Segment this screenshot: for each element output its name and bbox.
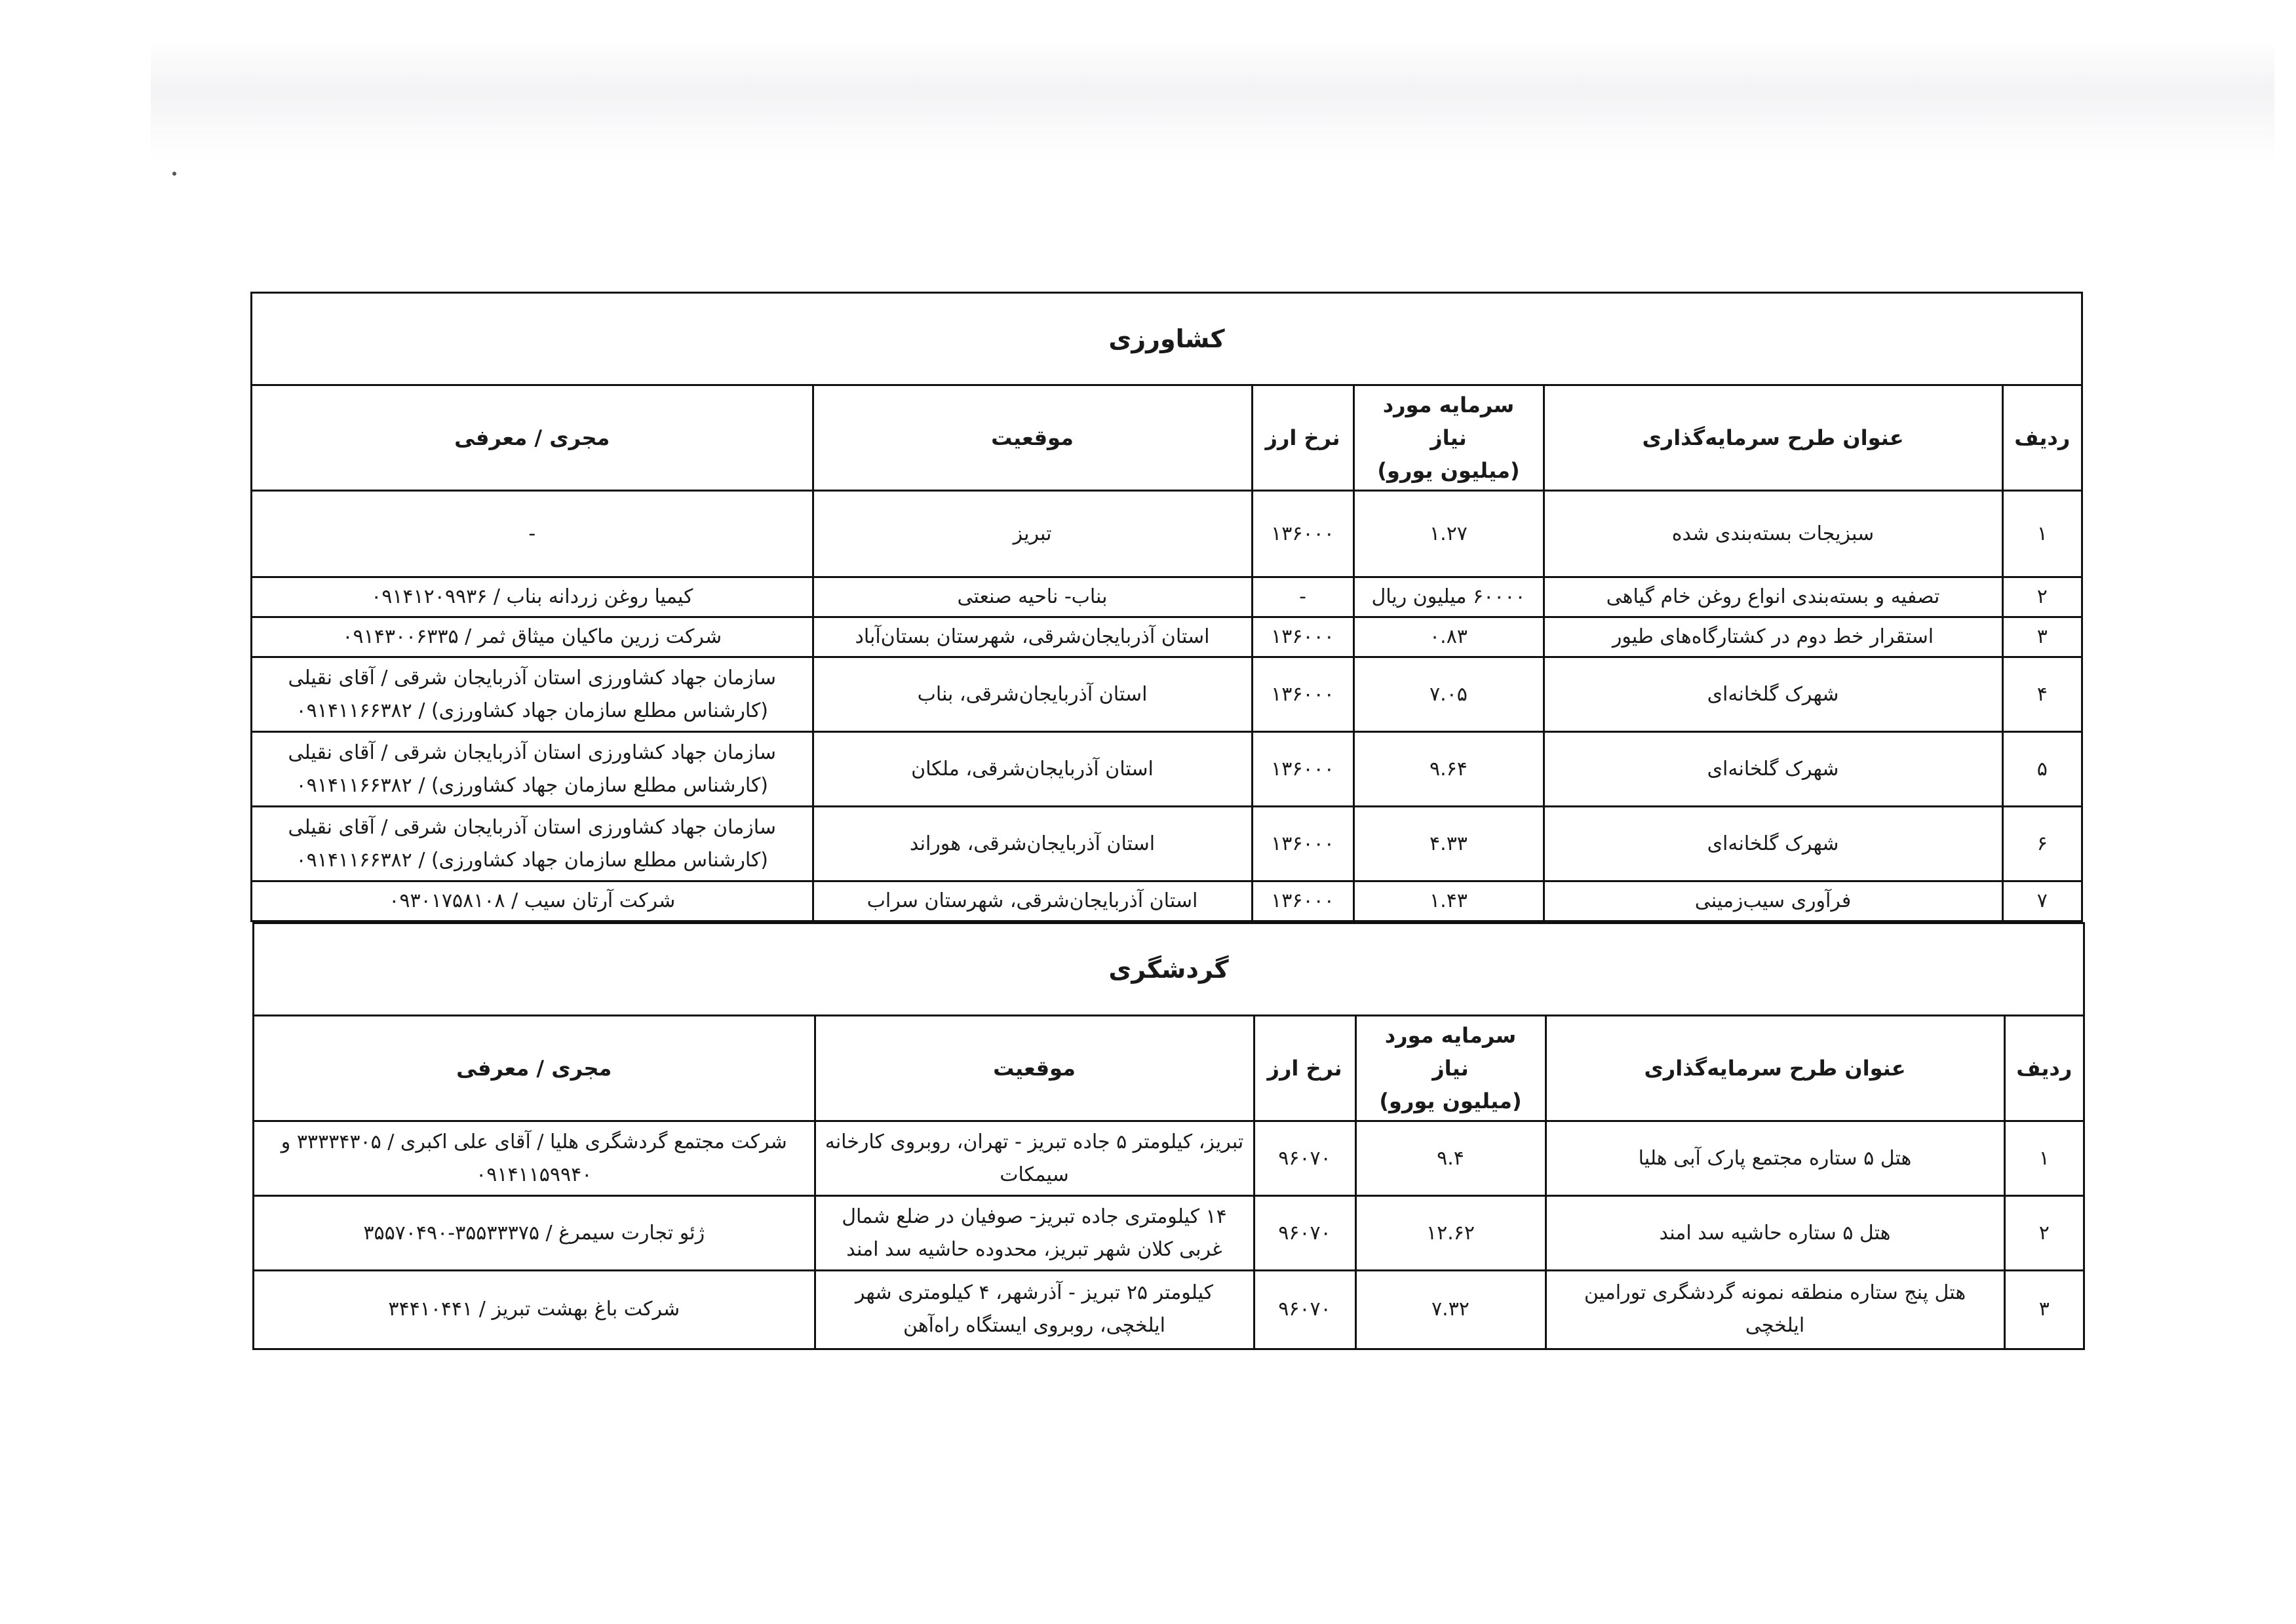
cell-title: شهرک گلخانه‌ای [1544, 657, 2002, 732]
cell-index: ۵ [2002, 732, 2081, 807]
table-header-row [252, 386, 2081, 491]
cell-rate: - [1252, 577, 1353, 617]
tourism-table-block [252, 922, 2085, 1350]
cell-executor: سازمان جهاد کشاورزی استان آذربایجان شرقی / آقای نقیلی (کارشناس مطلع سازمان جهاد کشاورزی) / ۰۹۱۴۱۱۶۶۳۸۲ [252, 732, 813, 807]
cell-location: کیلومتر ۲۵ تبریز - آذرشهر، ۴ کیلومتری شهر ایلخچی، روبروی ایستگاه راه‌آهن [815, 1271, 1254, 1348]
agriculture-table [252, 386, 2081, 920]
header-rate: نرخ ارز [1254, 1016, 1355, 1121]
cell-index: ۶ [2002, 807, 2081, 881]
cell-title: هتل ۵ ستاره حاشیه سد امند [1546, 1196, 2004, 1271]
cell-rate: ۱۳۶۰۰۰ [1252, 807, 1353, 881]
cell-index: ۲ [2004, 1196, 2083, 1271]
cell-rate: ۱۳۶۰۰۰ [1252, 881, 1353, 921]
tourism-table-title: گردشگری [254, 924, 2083, 1016]
cell-capital: ۷.۳۲ [1355, 1271, 1546, 1348]
cell-rate: ۱۳۶۰۰۰ [1252, 617, 1353, 657]
cell-executor: شرکت مجتمع گردشگری هلیا / آقای علی اکبری / ۳۳۳۳۴۳۰۵ و ۰۹۱۴۱۱۵۹۹۴۰ [254, 1121, 815, 1196]
cell-location: ۱۴ کیلومتری جاده تبریز- صوفیان در ضلع شمال غربی کلان شهر تبریز، محدوده حاشیه سد امند [815, 1196, 1254, 1271]
agriculture-table-title: کشاورزی [252, 294, 2081, 386]
cell-executor: سازمان جهاد کشاورزی استان آذربایجان شرقی / آقای نقیلی (کارشناس مطلع سازمان جهاد کشاورزی) / ۰۹۱۴۱۱۶۶۳۸۲ [252, 657, 813, 732]
cell-capital: ۱.۴۳ [1353, 881, 1544, 921]
table-row [252, 657, 2081, 732]
cell-title: هتل پنج ستاره منطقه نمونه گردشگری تورامین ایلخچی [1546, 1271, 2004, 1348]
table-row [252, 881, 2081, 921]
cell-title: هتل ۵ ستاره مجتمع پارک آبی هلیا [1546, 1121, 2004, 1196]
cell-executor: شرکت زرین ماکیان میثاق ثمر / ۰۹۱۴۳۰۰۶۳۳۵ [252, 617, 813, 657]
cell-title: تصفیه و بسته‌بندی انواع روغن خام گیاهی [1544, 577, 2002, 617]
cell-index: ۷ [2002, 881, 2081, 921]
header-rate: نرخ ارز [1252, 386, 1353, 491]
header-capital: سرمایه مورد نیاز (میلیون یورو) [1355, 1016, 1546, 1121]
header-capital: سرمایه مورد نیاز (میلیون یورو) [1353, 386, 1544, 491]
cell-capital: ۷.۰۵ [1353, 657, 1544, 732]
cell-rate: ۱۳۶۰۰۰ [1252, 732, 1353, 807]
cell-index: ۱ [2004, 1121, 2083, 1196]
cell-title: سبزیجات بسته‌بندی شده [1544, 491, 2002, 577]
header-location: موقعیت [815, 1016, 1254, 1121]
cell-capital: ۱۲.۶۲ [1355, 1196, 1546, 1271]
cell-executor: سازمان جهاد کشاورزی استان آذربایجان شرقی / آقای نقیلی (کارشناس مطلع سازمان جهاد کشاورزی) / ۰۹۱۴۱۱۶۶۳۸۲ [252, 807, 813, 881]
table-row [252, 807, 2081, 881]
header-index: ردیف [2004, 1016, 2083, 1121]
cell-rate: ۱۳۶۰۰۰ [1252, 491, 1353, 577]
cell-index: ۴ [2002, 657, 2081, 732]
table-row [252, 732, 2081, 807]
cell-index: ۳ [2002, 617, 2081, 657]
cell-index: ۲ [2002, 577, 2081, 617]
table-header-row [254, 1016, 2083, 1121]
table-row [252, 577, 2081, 617]
table-row [252, 617, 2081, 657]
header-location: موقعیت [813, 386, 1252, 491]
cell-location: استان آذربایجان‌شرقی، بناب [813, 657, 1252, 732]
cell-executor: کیمیا روغن زردانه بناب / ۰۹۱۴۱۲۰۹۹۳۶ [252, 577, 813, 617]
header-index: ردیف [2002, 386, 2081, 491]
cell-title: استقرار خط دوم در کشتارگاه‌های طیور [1544, 617, 2002, 657]
cell-capital: ۱.۲۷ [1353, 491, 1544, 577]
cell-location: تبریز، کیلومتر ۵ جاده تبریز - تهران، روبروی کارخانه سیمکات [815, 1121, 1254, 1196]
cell-capital: ۴.۳۳ [1353, 807, 1544, 881]
header-executor: مجری / معرفی [252, 386, 813, 491]
cell-executor: شرکت باغ بهشت تبریز / ۳۴۴۱۰۴۴۱ [254, 1271, 815, 1348]
cell-capital: ۰.۸۳ [1353, 617, 1544, 657]
cell-location: استان آذربایجان‌شرقی، هوراند [813, 807, 1252, 881]
cell-title: شهرک گلخانه‌ای [1544, 732, 2002, 807]
cell-location: تبریز [813, 491, 1252, 577]
scan-speck [172, 172, 176, 176]
table-row [254, 1121, 2083, 1196]
cell-executor: ژئو تجارت سیمرغ / ۳۵۵۳۳۳۷۵-۳۵۵۷۰۴۹۰ [254, 1196, 815, 1271]
header-executor: مجری / معرفی [254, 1016, 815, 1121]
cell-location: استان آذربایجان‌شرقی، شهرستان سراب [813, 881, 1252, 921]
table-row [254, 1271, 2083, 1348]
cell-title: فرآوری سیب‌زمینی [1544, 881, 2002, 921]
cell-rate: ۹۶۰۷۰ [1254, 1196, 1355, 1271]
cell-capital: ۹.۴ [1355, 1121, 1546, 1196]
cell-index: ۳ [2004, 1271, 2083, 1348]
cell-capital: ۶۰۰۰۰ میلیون ریال [1353, 577, 1544, 617]
cell-rate: ۹۶۰۷۰ [1254, 1271, 1355, 1348]
cell-index: ۱ [2002, 491, 2081, 577]
tourism-table [254, 1016, 2083, 1348]
cell-executor: شرکت آرتان سیب / ۰۹۳۰۱۷۵۸۱۰۸ [252, 881, 813, 921]
header-title: عنوان طرح سرمایه‌گذاری [1546, 1016, 2004, 1121]
scan-artifact-band [151, 41, 2274, 162]
header-title: عنوان طرح سرمایه‌گذاری [1544, 386, 2002, 491]
cell-rate: ۱۳۶۰۰۰ [1252, 657, 1353, 732]
cell-capital: ۹.۶۴ [1353, 732, 1544, 807]
cell-location: بناب- ناحیه صنعتی [813, 577, 1252, 617]
table-row [254, 1196, 2083, 1271]
cell-location: استان آذربایجان‌شرقی، شهرستان بستان‌آباد [813, 617, 1252, 657]
agriculture-table-block [250, 292, 2083, 922]
cell-location: استان آذربایجان‌شرقی، ملکان [813, 732, 1252, 807]
cell-rate: ۹۶۰۷۰ [1254, 1121, 1355, 1196]
cell-title: شهرک گلخانه‌ای [1544, 807, 2002, 881]
cell-executor: - [252, 491, 813, 577]
table-row [252, 491, 2081, 577]
